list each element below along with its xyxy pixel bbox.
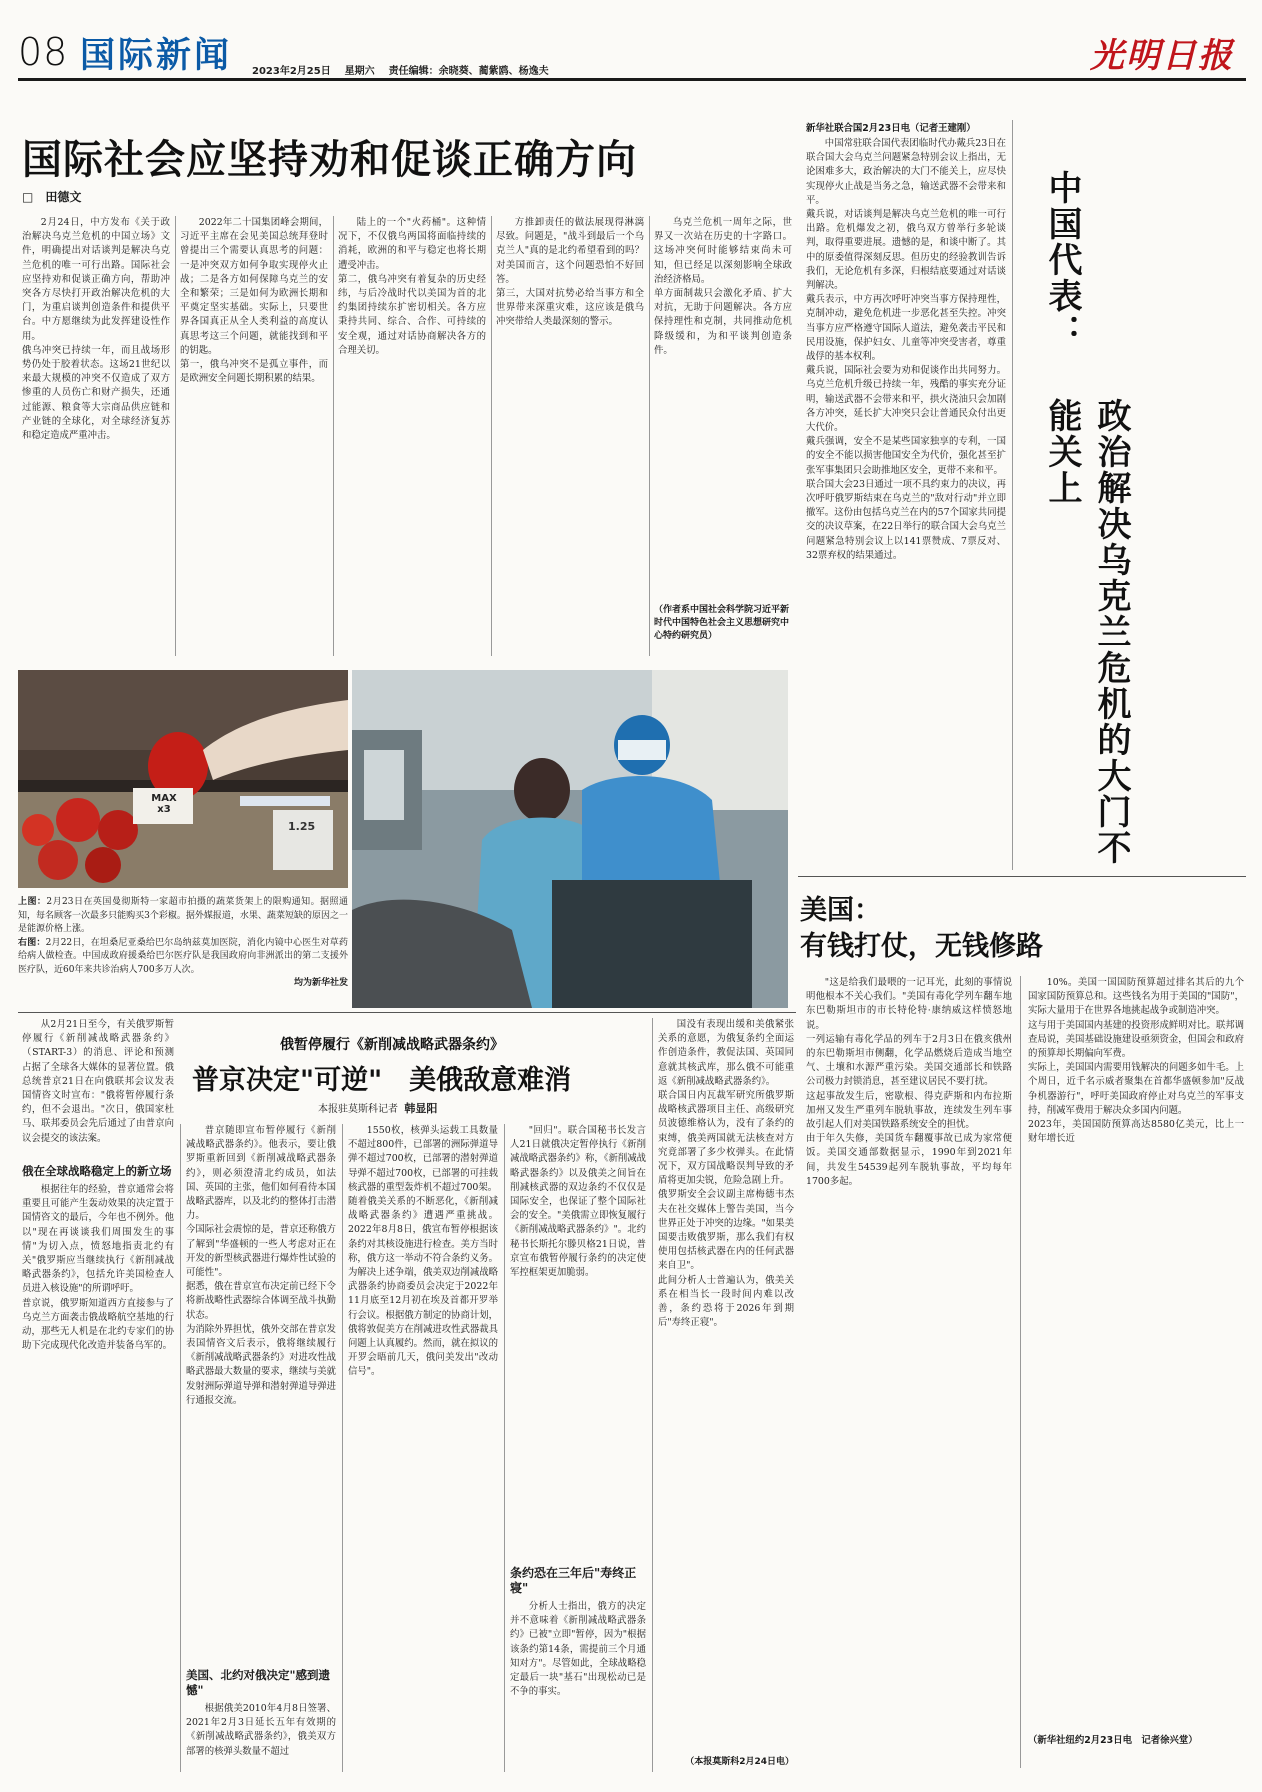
photo-hospital bbox=[352, 670, 788, 1008]
us-article-col-a: "这是给我们最喂的一记耳光，此刻的事情说明他根本不关心我们。"美国有毒化学列车翻车地东巴勒斯坦市的市长特伦特·康纳威这样愤怒地说。 一列运输有毒化学品的列车于2月3日在俄亥俄州的东巴勒斯坦市侧翻，化学品燃烧后造成当地空气、土壤和水源严重污染。美国交通部长和铁路公司极力封锁消息，甚至建议居民不要打扰。 这起事故发生后，密歇根、得克萨斯和内布拉斯加州又发生严重列车脱轨事故，连续发生列车事故引起人们对美国铁路系统安全的担忧。 由于年久失修，美国货车翻覆事故已成为家常便饭。美国交通部数据显示，1990年到2021年间，共发生54539起列车脱轨事故，平均每年1700多起。 bbox=[806, 977, 1012, 1187]
photo-supermarket bbox=[18, 670, 348, 888]
issue-weekday: 星期六 bbox=[344, 66, 375, 77]
vertical-headline-speaker: 中国代表： bbox=[1042, 170, 1082, 350]
hospital-illustration bbox=[352, 670, 788, 1008]
commentary-col-1: 2月24日，中方发布《关于政治解决乌克兰危机的中国立场》文件，明确提出对话谈判是解决乌克兰危机的唯一可行出路。国际社会应坚持劝和促谈正确方向，帮助冲突各方尽快打开政治解决危机的大门，为重启谈判创造条件和提供平台。中方愿继续为此发挥建设性作用。 俄乌冲突已持续一年，而且战场形势仍处于胶着状态。这场21世纪以来最大规模的冲突不仅造成了双方惨重的人员伤亡和财产损失，还通过能源、粮食等大宗商品供应链和产业链的全球化，对全球经济复苏和稳定造成严重冲击。 bbox=[22, 217, 170, 442]
commentary-col-4: 方推卸责任的做法展现得淋漓尽致。问题是，"战斗到最后一个乌克兰人"真的是北约希望看到的吗？对美国而言，这个问题恐怕不好回答。 第三，大国对抗势必给当事方和全世界带来深重灾难，这应该是俄乌冲突带给人类最深刻的警示。 bbox=[496, 217, 644, 328]
treaty-col-4b-text: 分析人士指出，俄方的决定并不意味着《新削减战略武器条约》已被"立即"暂停，因为"根据该条约第14条，需提前三个月通知对方"。尽管如此，全球战略稳定最后一块"基石"出现松动已是不争的事实。 bbox=[510, 1601, 646, 1698]
commentary-title: 国际社会应坚持劝和促谈正确方向 bbox=[22, 137, 637, 183]
issue-date: 2023年2月25日 bbox=[252, 66, 331, 77]
commentary-col-3: 陆上的一个"火药桶"。这种情况下，不仅俄乌两国将面临持续的消耗，欧洲的和平与稳定也将长期遭受冲击。 第二，俄乌冲突有着复杂的历史经纬，与后冷战时代以美国为首的北约集团持续东扩密切相关。各方应秉持共同、综合、合作、可持续的安全观，通过对话协商解决各方的合理关切。 bbox=[338, 217, 486, 356]
photo-caption bbox=[18, 896, 348, 1000]
treaty-col-2b-text: 根据俄美2010年4月8日签署、2021年2月3日延长五年有效期的《新削减战略武器条约》，俄美双方部署的核弹头数量不超过 bbox=[186, 1703, 336, 1757]
treaty-col-2 bbox=[186, 1124, 336, 1770]
treaty-subhead-3: 条约恐在三年后"寿终正寝" bbox=[510, 1566, 637, 1595]
treaty-subhead-2: 美国、北约对俄决定"感到遗憾" bbox=[186, 1668, 330, 1697]
treaty-col-4 bbox=[510, 1124, 646, 1770]
vertical-headline-main: 政治解决乌克兰危机的大门不能关上 bbox=[1042, 398, 1131, 866]
commentary-author: □ 田德文 bbox=[22, 190, 82, 204]
photo-credit: 均为新华社发 bbox=[293, 978, 348, 988]
treaty-col-1 bbox=[22, 1158, 174, 1770]
newspaper-logo: 光明日报 bbox=[1090, 36, 1234, 76]
xinhua-body: 中国常驻联合国代表团临时代办戴兵23日在联合国大会乌克兰问题紧急特别会议上指出，无论困难多大，政治解决的大门不能关上，应尽快实现停火止战是当务之急，输送武器不会带来和平。 戴兵说，对话谈判是解决乌克兰危机的唯一可行出路。危机爆发之初，俄乌双方曾举行多轮谈判，取得重要进展。遗憾的是，和谈中断了。其中的原委值得深刻反思。但历史的经验教训告诉我们，无论危机有多深，归根结底要通过对话谈判解决。 戴兵表示，中方再次呼吁冲突当事方保持理性，克制冲动，避免危机进一步恶化甚至失控。冲突当事方应严格遵守国际人道法，避免袭击平民和民用设施，保护妇女、儿童等冲突受害者，尊重战俘的基本权利。 戴兵说，国际社会要为劝和促谈作出共同努力。乌克兰危机升级已持续一年，残酷的事实充分证明，输送武器不会带来和平，拱火浇油只会加剧各方冲突，延长扩大冲突只会让普通民众付出更大代价。 戴兵强调，安全不是某些国家独享的专利，一国的安全不能以损害他国安全为代价，强化甚至扩张军事集团只会助推地区安全，更带不来和平。 联合国大会23日通过一项不具约束力的决议，再次呼吁俄罗斯结束在乌克兰的"敌对行动"并立即撤军。这份由包括乌克兰在内的57个国家共同提交的决议草案，在22日举行的联合国大会乌克兰问题紧急特别会议上以141票赞成、7票反对、32票弃权的结果通过。 bbox=[806, 138, 1006, 561]
shelf-price: 1.25 bbox=[288, 820, 316, 833]
section-title: 国际新闻 bbox=[80, 36, 233, 76]
treaty-subhead-1: 俄在全球战略稳定上的新立场 bbox=[22, 1164, 172, 1178]
us-article-col-b: 10%。美国一国国防预算超过排名其后的九个国家国防预算总和。这些钱名为用于美国的"国防"，实际大量用于在世界各地挑起战争或制造冲突。 这与用于美国国内基建的投资形成鲜明对比。联邦调查局说，美国基础设施建设亟须资金，但国会和政府的预算却长期偏向军费。 实际上，美国国内需要用钱解决的问题多如牛毛。上个周日，近千名示威者聚集在首都华盛顿参加"反战争机器游行"，呼吁美国政府停止对乌克兰的军事支持，削减军费用于解决众多国内问题。 2023年，美国国防预算高达8580亿美元，比上一财年增长近 bbox=[1028, 977, 1244, 1145]
masthead-rule bbox=[18, 78, 1246, 81]
commentary-col-2: 2022年二十国集团峰会期间，习近平主席在会见美国总统拜登时曾提出三个需要认真思考的问题：一是冲突双方如何争取实现停火止战；二是各方如何保障乌克兰的安全和繁荣；三是如何为欧洲长期和平奠定坚实基础。实际上，只要世界各国真正从全人类利益的高度认真思考这三个问题，就能找到和平的钥匙。 第一，俄乌冲突不是孤立事件，而是欧洲安全问题长期积累的结果。 bbox=[180, 217, 328, 385]
us-article-title-2: 有钱打仗，无钱修路 bbox=[800, 931, 1043, 962]
supermarket-illustration bbox=[18, 670, 348, 888]
issue-editors: 责任编辑：余晓葵、蔺紫鸥、杨逸夫 bbox=[388, 66, 549, 77]
treaty-byline bbox=[318, 1100, 437, 1116]
treaty-note: （本报莫斯科2月24日电） bbox=[685, 1757, 794, 1767]
treaty-byline-name: 韩显阳 bbox=[404, 1102, 438, 1115]
us-article-note: （新华社纽约2月23日电 记者徐兴堂） bbox=[1028, 1735, 1198, 1746]
commentary-col-5: 乌克兰危机一周年之际，世界又一次站在历史的十字路口。这场冲突何时能够结束尚未可知，但已经足以深刻影响全球政治经济格局。 单方面制裁只会激化矛盾、扩大对抗，无助于问题解决。各方应保持理性和克制，共同推动危机降级缓和，为和平谈判创造条件。 bbox=[654, 217, 792, 356]
treaty-byline-label: 本报驻莫斯科记者 bbox=[318, 1104, 398, 1115]
xinhua-dateline: 新华社联合国2月23日电（记者王建刚） bbox=[806, 123, 976, 134]
treaty-col-4-text: "回归"。联合国秘书长发言人21日就俄决定暂停执行《新削减战略武器条约》称，《新削减战略武器条约》以及俄美之间旨在削减核武器的双边条约不仅仅是国际安全，也保证了整个国际社会的安全。"美俄需立即恢复履行《新削减战略武器条约》"。北约秘书长斯托尔滕贝格21日说，普京宣布俄暂停履行条约的决定使军控框架更加脆弱。 bbox=[510, 1125, 646, 1279]
treaty-col-5: 国没有表现出缓和美俄紧张关系的意愿，为俄复条约全面运作创造条件，教促法国、英国同意就其核武库，那么俄不可能重返《新削减战略武器条约》。 联合国日内瓦裁军研究所俄罗斯战略核武器项目主任、高级研究员波德维格认为，没有了条约的束缚，俄美两国就无法核查对方究竟部署了多少枚弹头。在此情况下，双方国战略误判导致的矛盾将更加尖锐，危险急剧上升。 俄罗斯安全会议副主席梅德韦杰夫在社交媒体上警告美国，当今世界正处于冲突的边缘。"如果美国要击败俄罗斯，那么我们有权使用包括核武器在内的任何武器来自卫"。 此间分析人士普遍认为，俄美关系在相当长一段时间内难以改善，条约恐将于2026年到期后"寿终正寝"。 bbox=[658, 1019, 794, 1329]
caption-top-label: 上图： bbox=[18, 897, 47, 907]
treaty-title: 普京决定"可逆" 美俄敌意难消 bbox=[192, 1065, 572, 1096]
max-price-tag: MAX x3 bbox=[151, 793, 177, 815]
treaty-lead: 从2月21日至今，有关俄罗斯暂停履行《新削减战略武器条约》（START-3）的消息、评论和预测占据了全球各大媒体的显著位置。俄总统普京21日在向俄联邦会议发表国情咨文时宣布："俄将暂停履行条约，但不会退出。"次日，俄国家杜马、联邦委员会先后通过了由普京向议会提交的该法案。 bbox=[22, 1019, 174, 1144]
treaty-col-2-text: 普京随即宣布暂停履行《新削减战略武器条约》。他表示，要让俄罗斯重新回到《新削减战略武器条约》，则必须澄清北约成员，如法国、英国的主张，他们如何看待本国战略武器库，以及北约的整体打击潜力。 今国际社会震惊的是，普京还称俄方了解到"华盛顿的一些人考虑对正在开发的新型核武器进行爆炸性试验的可能性"。 据悉，俄在普京宣布决定前已经下令将新战略性武器综合体调至战斗执勤状态。 为消除外界担忧，俄外交部在普京发表国情咨文后表示，俄将继续履行《新削减战略武器条约》对进攻性战略武器最大数量的要求，继续与美就发射洲际弹道导弹和潜射弹道导弹进行通报交流。 bbox=[186, 1125, 336, 1406]
treaty-col-1-text: 根据往年的经验，普京通常会将重要且可能产生轰动效果的决定置于国情咨文的最后，今年也不例外。他以"现在再谈谈我们周围发生的事情"为切入点，愤怒地指责北约有关"俄罗斯应当继续执行《新削减战略武器条约》，包括允许美国检查人员进入核设施"的所谓呼吁。 普京说，俄罗斯知道西方直接参与了乌克兰方面袭击俄战略航空基地的行动，那些无人机是在北约专家们的协助下完成现代化改造并装备乌军的。 bbox=[22, 1184, 174, 1352]
us-article-title-1: 美国： bbox=[800, 895, 881, 926]
caption-right-label: 右图： bbox=[18, 937, 46, 948]
commentary-author-note: （作者系中国社会科学院习近平新时代中国特色社会主义思想研究中心特约研究员） bbox=[654, 605, 790, 641]
caption-right-text: 2月22日，在坦桑尼亚桑给巴尔岛纳兹莫加医院，消化内镜中心医生对草药给病人做检查。中国成政府援桑给巴尔医疗队是我国政府向非洲派出的第二支援外医疗队，近60年来共诊治病人700多万人次。 bbox=[18, 937, 348, 975]
treaty-col-3: 1550枚，核弹头运载工具数量不超过800件，已部署的洲际弹道导弹不超过700枚，已部署的潜射弹道导弹不超过700枚，已部署的可挂载核武器的重型轰炸机不超过700架。 随着俄美关系的不断恶化，《新削减战略武器条约》遭遇严重挑战。2022年8月8日，俄宣布暂停根据该条约对其核设施进行检查。美方当时称，俄方这一举动不符合条约义务。 为解决上述争端，俄美双边削减战略武器条约协商委员会决定于2022年11月底至12月初在埃及首都开罗举行会议。根据俄方制定的协商计划，俄将敦促美方在削减进攻性武器裁具问题上认真履约。然而，就在拟议的开罗会晤前几天，俄问美发出"改动信号"。 bbox=[348, 1125, 498, 1378]
treaty-kicker: 俄暂停履行《新削减战略武器条约》 bbox=[280, 1037, 504, 1053]
caption-top-text: 2月23日在英国曼彻斯特一家超市拍摄的蔬菜货架上的限购通知。据照通知，每名顾客一次最多只能购买3个彩椒。据外媒报道，水果、蔬菜短缺的原因之一是能源价格上涨。 bbox=[18, 897, 348, 934]
vertical-headline bbox=[1028, 170, 1240, 870]
page-number: 08 bbox=[18, 30, 69, 74]
issue-info bbox=[252, 62, 549, 77]
